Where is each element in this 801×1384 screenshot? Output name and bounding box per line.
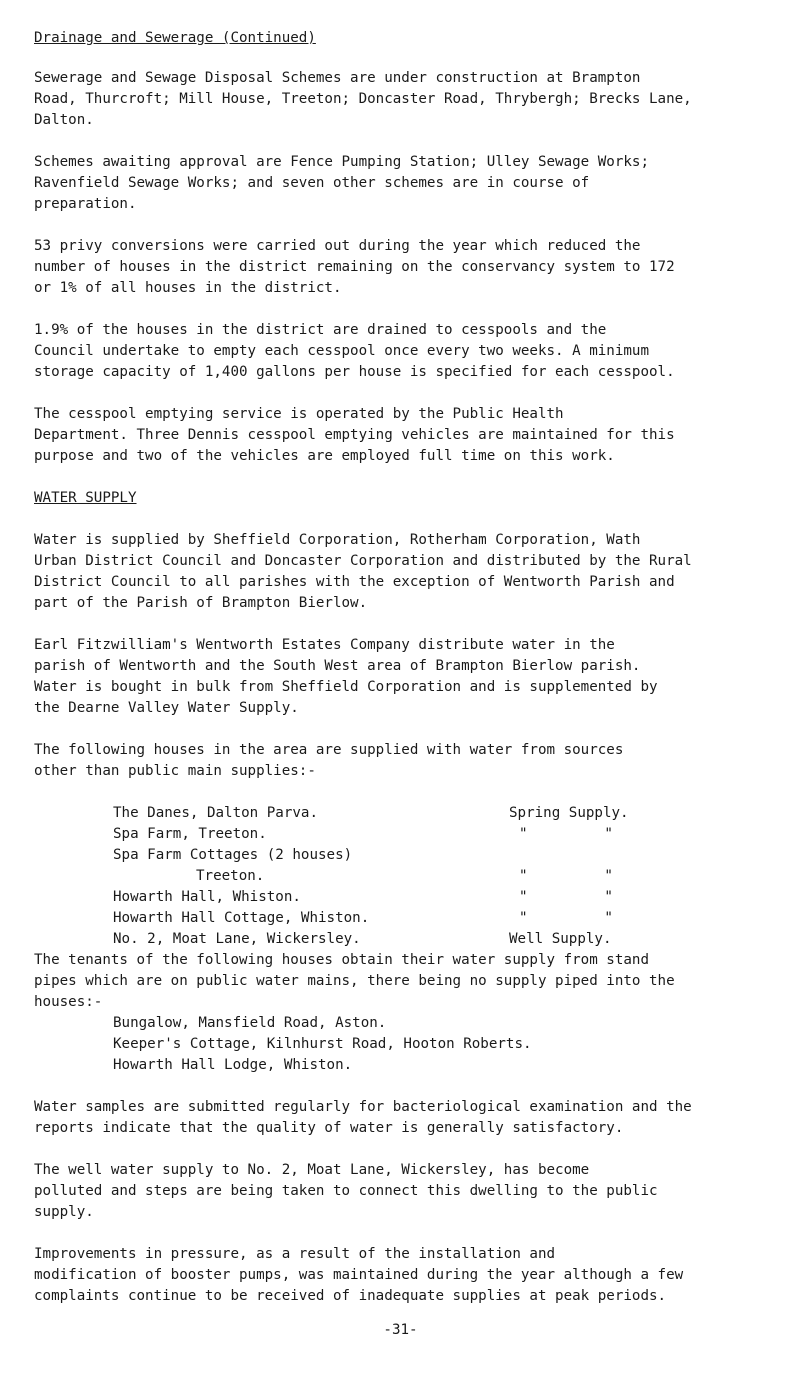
list-item: Keeper's Cottage, Kilnhurst Road, Hooton Roberts. (113, 1036, 532, 1052)
paragraph-construction: Sewerage and Sewage Disposal Schemes are under construction at Brampton Road, Thurcroft; Mill House, Treeton; Doncaster Road, Thrybergh; Brecks Lane, Dalton. (34, 70, 692, 128)
source-row (34, 803, 769, 824)
paragraph-cesspools: 1.9% of the houses in the district are drained to cesspools and the Council undertake to empty each cesspool once every two weeks. A minimum storage capacity of 1,400 gallons per house is specified for each cesspool. (34, 322, 675, 380)
section-heading: Drainage and Sewerage (Continued) (34, 30, 316, 46)
source-type: " " (519, 826, 613, 842)
source-type: Spring Supply. (509, 805, 629, 821)
source-row (34, 887, 769, 908)
source-type: " " (519, 868, 613, 884)
source-place: Howarth Hall Cottage, Whiston. (113, 910, 370, 926)
paragraph-other-sources-intro: The following houses in the area are supplied with water from sources other than public main supplies:- (34, 742, 624, 779)
source-place: Treeton. (196, 868, 265, 884)
paragraph-awaiting-approval: Schemes awaiting approval are Fence Pumping Station; Ulley Sewage Works; Ravenfield Sewage Works; and seven other schemes are in course of preparation. (34, 154, 649, 212)
source-type: Well Supply. (509, 931, 612, 947)
source-row (34, 845, 769, 866)
standpipe-house-list (34, 1013, 769, 1076)
source-place: Howarth Hall, Whiston. (113, 889, 301, 905)
paragraph-standpipes-intro: The tenants of the following houses obtain their water supply from stand pipes which are on public water mains, there being no supply piped into the houses:- (34, 952, 675, 1010)
source-type: " " (519, 910, 613, 926)
document-page (34, 28, 769, 1328)
list-item: Howarth Hall Lodge, Whiston. (113, 1057, 353, 1073)
paragraph-privy-conversions: 53 privy conversions were carried out during the year which reduced the number of houses in the district remaining on the conservancy system to 172 or 1% of all houses in the district. (34, 238, 675, 296)
source-row (34, 824, 769, 845)
source-place: Spa Farm Cottages (2 houses) (113, 847, 353, 863)
water-supply-heading: WATER SUPPLY (34, 490, 137, 506)
source-type (509, 845, 769, 866)
sources-table (34, 803, 769, 950)
paragraph-wentworth-estates: Earl Fitzwilliam's Wentworth Estates Company distribute water in the parish of Wentworth and the South West area of Brampton Bierlow parish. Water is bought in bulk from Sheffield Corporation and is supplemented by the Dearne Valley Water Supply. (34, 637, 658, 716)
paragraph-booster-pumps: Improvements in pressure, as a result of the installation and modification of booster pumps, was maintained during the year although a few complaints continue to be received of inadequate supplies at peak periods. (34, 1246, 684, 1304)
page-number: -31- (383, 1322, 418, 1338)
source-row (34, 908, 769, 929)
source-type: " " (519, 889, 613, 905)
source-row (34, 866, 769, 887)
source-place: The Danes, Dalton Parva. (113, 805, 318, 821)
paragraph-well-polluted: The well water supply to No. 2, Moat Lane, Wickersley, has become polluted and steps are being taken to connect this dwelling to the public supply. (34, 1162, 658, 1220)
paragraph-water-samples: Water samples are submitted regularly for bacteriological examination and the reports indicate that the quality of water is generally satisfactory. (34, 1099, 692, 1136)
paragraph-water-suppliers: Water is supplied by Sheffield Corporation, Rotherham Corporation, Wath Urban District Council and Doncaster Corporation and distributed by the Rural District Council to all parishes with the exception of Wentworth Parish and part of the Parish of Brampton Bierlow. (34, 532, 692, 611)
source-place: Spa Farm, Treeton. (113, 826, 267, 842)
paragraph-emptying-service: The cesspool emptying service is operated by the Public Health Department. Three Dennis cesspool emptying vehicles are maintained for this purpose and two of the vehicles are employed full time on this work. (34, 406, 675, 464)
source-place: No. 2, Moat Lane, Wickersley. (113, 931, 361, 947)
list-item: Bungalow, Mansfield Road, Aston. (113, 1015, 387, 1031)
source-row (34, 929, 769, 950)
